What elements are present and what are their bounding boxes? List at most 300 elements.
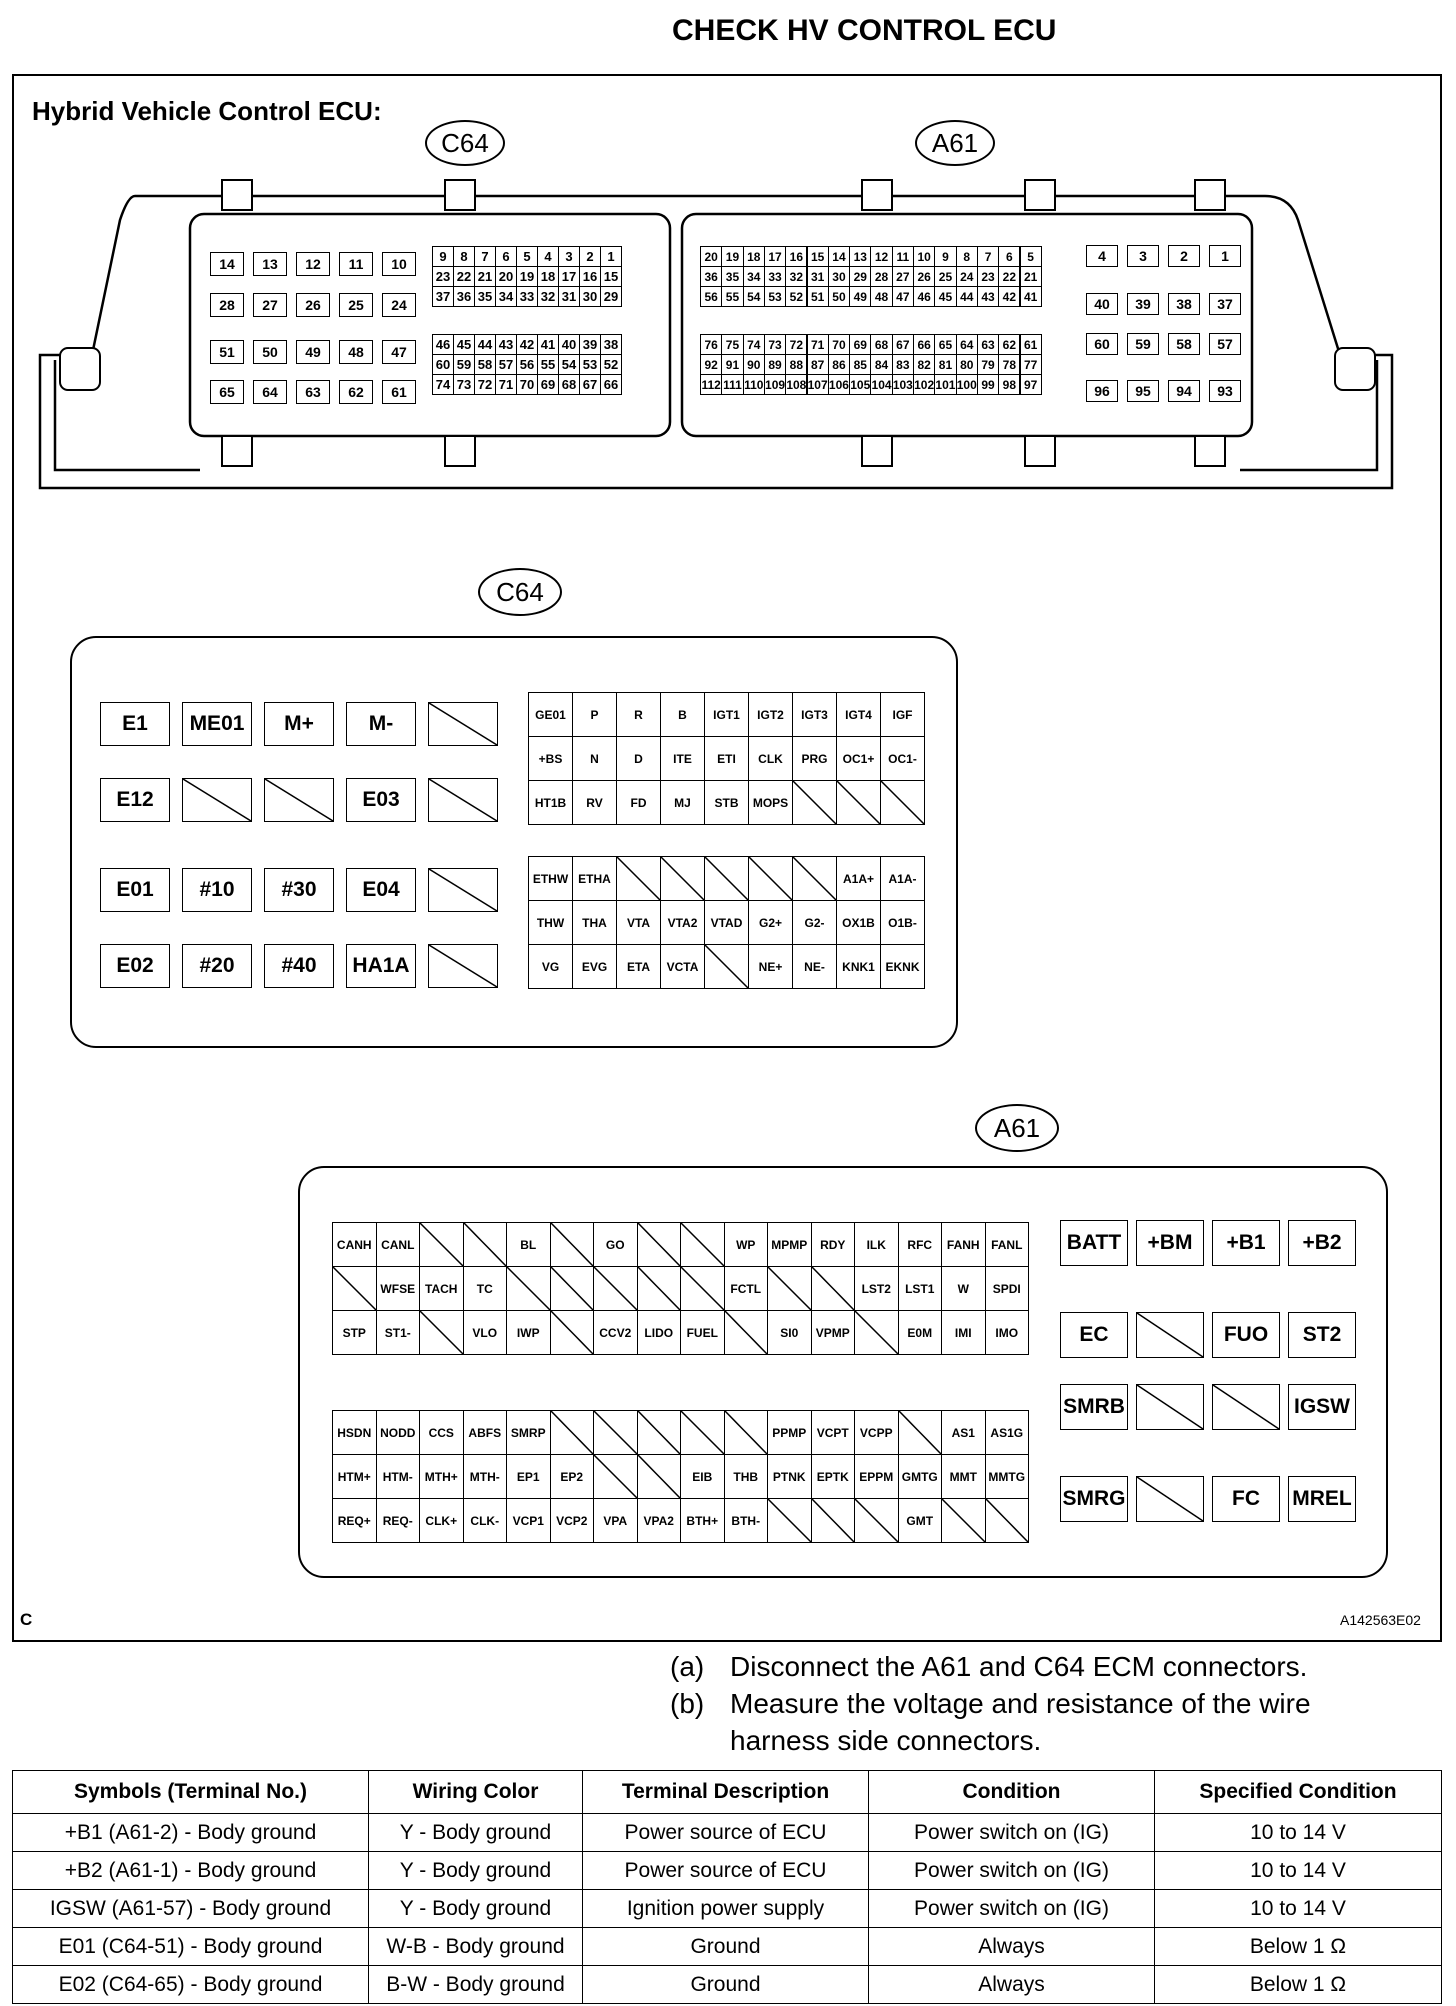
a61-pin: 72	[785, 334, 807, 355]
c64-pin: 22	[453, 266, 475, 287]
a61-terminal: SI0	[767, 1310, 812, 1355]
table-cell: W-B - Body ground	[369, 1928, 583, 1966]
step-item	[670, 1685, 1311, 1722]
c64-pin: 16	[579, 266, 601, 287]
c64-pin: 74	[432, 374, 454, 395]
instruction-steps	[670, 1648, 1311, 1759]
c64-terminal: M-	[346, 702, 416, 746]
c64-pin: 43	[495, 334, 517, 355]
c64-pin: 28	[210, 293, 244, 317]
a61-pin: 85	[849, 354, 871, 375]
table-cell: Y - Body ground	[369, 1852, 583, 1890]
a61-pin: 52	[785, 286, 807, 307]
step-label: (a)	[670, 1651, 705, 1682]
c64-terminal: MJ	[660, 780, 705, 825]
column-header: Symbols (Terminal No.)	[13, 1771, 369, 1814]
c64-pin: 46	[432, 334, 454, 355]
a61-terminal: TC	[463, 1266, 508, 1311]
a61-terminal: MREL	[1288, 1476, 1356, 1522]
column-header: Terminal Description	[583, 1771, 869, 1814]
c64-terminal: #30	[264, 868, 334, 912]
a61-pin: 25	[934, 266, 956, 287]
a61-pin: 102	[913, 374, 935, 395]
table-row	[13, 1890, 1442, 1928]
c64-terminal: KNK1	[836, 944, 881, 989]
a61-terminal: GMTG	[898, 1454, 943, 1499]
a61-terminal: PPMP	[767, 1410, 812, 1455]
c64-terminal: ETHW	[528, 856, 573, 901]
a61-terminal: THB	[724, 1454, 769, 1499]
a61-terminal: VCP2	[550, 1498, 595, 1543]
a61-pin: 78	[998, 354, 1020, 375]
a61-pin: 22	[998, 266, 1020, 287]
c64-terminal: E1	[100, 702, 170, 746]
c64-pin: 35	[474, 286, 496, 307]
c64-terminal: IGT4	[836, 692, 881, 737]
a61-pin: 65	[934, 334, 956, 355]
c64-pin: 60	[432, 354, 454, 375]
a61-pin: 34	[743, 266, 765, 287]
a61-terminal: IMO	[985, 1310, 1030, 1355]
a61-terminal: SMRB	[1060, 1384, 1128, 1430]
a61-pin: 103	[892, 374, 914, 395]
c64-pin: 48	[339, 340, 373, 364]
a61-terminal: EP1	[506, 1454, 551, 1499]
a61-terminal: VCP1	[506, 1498, 551, 1543]
table-header-row	[13, 1771, 1442, 1814]
c64-terminal: E04	[346, 868, 416, 912]
a61-pin: 24	[956, 266, 978, 287]
a61-terminal: SPDI	[985, 1266, 1030, 1311]
a61-pin: 84	[870, 354, 892, 375]
a61-pin: 100	[956, 374, 978, 395]
a61-pin: 10	[913, 246, 935, 267]
c64-terminal: VTA2	[660, 900, 705, 945]
a61-terminal: +BM	[1136, 1220, 1204, 1266]
c64-pin: 71	[495, 374, 517, 395]
c64-terminal: #20	[182, 944, 252, 988]
a61-pin: 33	[764, 266, 786, 287]
a61-pin: 55	[721, 286, 743, 307]
a61-pin: 107	[807, 374, 829, 395]
a61-terminal: LST1	[898, 1266, 943, 1311]
table-cell: 10 to 14 V	[1155, 1814, 1442, 1852]
a61-pin: 90	[743, 354, 765, 375]
table-row	[13, 1928, 1442, 1966]
a61-pin: 91	[721, 354, 743, 375]
a61-pin: 62	[998, 334, 1020, 355]
a61-pin: 16	[785, 246, 807, 267]
a61-pin: 98	[998, 374, 1020, 395]
a61-terminal: VPA2	[637, 1498, 682, 1543]
table-cell: E01 (C64-51) - Body ground	[13, 1928, 369, 1966]
c64-terminal: N	[572, 736, 617, 781]
table-cell: Power switch on (IG)	[869, 1890, 1155, 1928]
specification-table	[12, 1770, 1442, 2004]
a61-terminal: FANH	[941, 1222, 986, 1267]
a61-terminal: FCTL	[724, 1266, 769, 1311]
c64-terminal: E12	[100, 778, 170, 822]
a61-pin: 23	[977, 266, 999, 287]
column-header: Condition	[869, 1771, 1155, 1814]
c64-pin: 20	[495, 266, 517, 287]
a61-pin: 99	[977, 374, 999, 395]
a61-panel-label: A61	[975, 1104, 1059, 1152]
a61-pin: 79	[977, 354, 999, 375]
step-label	[670, 1722, 730, 1759]
c64-pin: 6	[495, 246, 517, 267]
c64-terminal: #40	[264, 944, 334, 988]
a61-pin: 101	[934, 374, 956, 395]
c64-terminal: HT1B	[528, 780, 573, 825]
a61-pin: 17	[764, 246, 786, 267]
a61-pin: 11	[892, 246, 914, 267]
a61-terminal: CANH	[332, 1222, 377, 1267]
c64-pin: 56	[516, 354, 538, 375]
a61-pin: 40	[1086, 293, 1118, 315]
a61-pin: 59	[1127, 333, 1159, 355]
table-row	[13, 1966, 1442, 2004]
a61-pin: 7	[977, 246, 999, 267]
c64-terminal: E02	[100, 944, 170, 988]
table-cell: Power source of ECU	[583, 1852, 869, 1890]
c64-pin: 11	[339, 252, 373, 276]
step-text: Measure the voltage and resistance of the wire	[730, 1688, 1311, 1719]
a61-pin: 35	[721, 266, 743, 287]
a61-terminal: EP2	[550, 1454, 595, 1499]
a61-pin: 73	[764, 334, 786, 355]
a61-pin: 50	[828, 286, 850, 307]
c64-pin: 54	[558, 354, 580, 375]
a61-pin: 95	[1127, 380, 1159, 402]
a61-pin: 8	[956, 246, 978, 267]
a61-pin: 58	[1168, 333, 1200, 355]
c64-pin: 7	[474, 246, 496, 267]
ecu-label: Hybrid Vehicle Control ECU:	[32, 96, 382, 126]
a61-terminal: BTH+	[680, 1498, 725, 1543]
a61-pin: 74	[743, 334, 765, 355]
a61-terminal: ST1-	[376, 1310, 421, 1355]
a61-pin: 29	[849, 266, 871, 287]
c64-pin: 2	[579, 246, 601, 267]
a61-pin: 53	[764, 286, 786, 307]
a61-terminal: HTM+	[332, 1454, 377, 1499]
a61-pin: 3	[1127, 245, 1159, 267]
a61-terminal: EC	[1060, 1312, 1128, 1358]
a61-pin: 54	[743, 286, 765, 307]
a61-pin: 92	[700, 354, 722, 375]
a61-terminal: VCPP	[854, 1410, 899, 1455]
a61-terminal: FC	[1212, 1476, 1280, 1522]
a61-terminal: SMRP	[506, 1410, 551, 1455]
table-cell: Y - Body ground	[369, 1814, 583, 1852]
c64-pin: 45	[453, 334, 475, 355]
table-cell: Power source of ECU	[583, 1814, 869, 1852]
a61-terminal: GO	[593, 1222, 638, 1267]
a61-pin: 6	[998, 246, 1020, 267]
a61-pin: 2	[1168, 245, 1200, 267]
c64-pin: 39	[579, 334, 601, 355]
table-row	[13, 1814, 1442, 1852]
c64-pin: 41	[537, 334, 559, 355]
c64-terminal: THA	[572, 900, 617, 945]
a61-terminal: CLK-	[463, 1498, 508, 1543]
c64-pin: 10	[382, 252, 416, 276]
c64-pin: 57	[495, 354, 517, 375]
c64-terminal: RV	[572, 780, 617, 825]
a61-terminal: VPMP	[811, 1310, 856, 1355]
a61-terminal: FUO	[1212, 1312, 1280, 1358]
a61-pin: 105	[849, 374, 871, 395]
step-text: harness side connectors.	[730, 1725, 1042, 1756]
a61-pin: 14	[828, 246, 850, 267]
a61-terminal: NODD	[376, 1410, 421, 1455]
c64-pin: 24	[382, 293, 416, 317]
a61-terminal: CLK+	[419, 1498, 464, 1543]
a61-pin: 64	[956, 334, 978, 355]
a61-terminal: MPMP	[767, 1222, 812, 1267]
a61-pin: 21	[1020, 266, 1042, 287]
a61-terminal: ABFS	[463, 1410, 508, 1455]
c64-terminal: ETHA	[572, 856, 617, 901]
table-cell: Power switch on (IG)	[869, 1814, 1155, 1852]
table-row	[13, 1852, 1442, 1890]
a61-pin: 44	[956, 286, 978, 307]
a61-terminal: LST2	[854, 1266, 899, 1311]
c64-terminal: ETA	[616, 944, 661, 989]
c64-terminal: MOPS	[748, 780, 793, 825]
a61-pin: 18	[743, 246, 765, 267]
a61-terminal: CCS	[419, 1410, 464, 1455]
a61-terminal: FUEL	[680, 1310, 725, 1355]
c64-pin: 70	[516, 374, 538, 395]
c64-pin: 4	[537, 246, 559, 267]
a61-pin: 31	[807, 266, 829, 287]
a61-pin: 93	[1209, 380, 1241, 402]
c64-pin: 73	[453, 374, 475, 395]
a61-pin: 51	[807, 286, 829, 307]
a61-pin: 86	[828, 354, 850, 375]
c64-terminal: EKNK	[880, 944, 925, 989]
a61-terminal: ST2	[1288, 1312, 1356, 1358]
a61-terminal: EPPM	[854, 1454, 899, 1499]
a61-pin: 77	[1020, 354, 1042, 375]
c64-pin: 65	[210, 380, 244, 404]
c64-pin: 12	[296, 252, 330, 276]
table-cell: IGSW (A61-57) - Body ground	[13, 1890, 369, 1928]
a61-terminal: TACH	[419, 1266, 464, 1311]
c64-terminal: G2+	[748, 900, 793, 945]
a61-pin: 89	[764, 354, 786, 375]
a61-terminal: LIDO	[637, 1310, 682, 1355]
a61-pin: 13	[849, 246, 871, 267]
c64-pin: 51	[210, 340, 244, 364]
c64-pin: 36	[453, 286, 475, 307]
c64-terminal: D	[616, 736, 661, 781]
a61-pin: 68	[870, 334, 892, 355]
a61-terminal: MMT	[941, 1454, 986, 1499]
a61-pin: 41	[1020, 286, 1042, 307]
c64-terminal: GE01	[528, 692, 573, 737]
c64-pin: 61	[382, 380, 416, 404]
c64-pin: 17	[558, 266, 580, 287]
a61-top-label: A61	[915, 120, 995, 166]
c64-pin: 68	[558, 374, 580, 395]
c64-terminal: NE-	[792, 944, 837, 989]
c64-terminal: IGT2	[748, 692, 793, 737]
c64-terminal: IGT1	[704, 692, 749, 737]
c64-pin: 64	[253, 380, 287, 404]
a61-pin: 26	[913, 266, 935, 287]
a61-terminal: REQ-	[376, 1498, 421, 1543]
a61-terminal: EPTK	[811, 1454, 856, 1499]
table-cell: 10 to 14 V	[1155, 1890, 1442, 1928]
c64-pin: 42	[516, 334, 538, 355]
c64-terminal: ME01	[182, 702, 252, 746]
a61-terminal: CANL	[376, 1222, 421, 1267]
c64-terminal: CLK	[748, 736, 793, 781]
a61-terminal: BATT	[1060, 1220, 1128, 1266]
a61-pin: 71	[807, 334, 829, 355]
c64-pin: 52	[600, 354, 622, 375]
c64-pin: 49	[296, 340, 330, 364]
column-header: Wiring Color	[369, 1771, 583, 1814]
a61-pin: 75	[721, 334, 743, 355]
c64-pin: 21	[474, 266, 496, 287]
step-item	[670, 1722, 1311, 1759]
c64-terminal: ITE	[660, 736, 705, 781]
a61-terminal: BL	[506, 1222, 551, 1267]
a61-terminal: W	[941, 1266, 986, 1311]
a61-pin: 82	[913, 354, 935, 375]
a61-terminal: STP	[332, 1310, 377, 1355]
a61-pin: 110	[743, 374, 765, 395]
a61-pin: 1	[1209, 245, 1241, 267]
a61-terminal: REQ+	[332, 1498, 377, 1543]
c64-pin: 8	[453, 246, 475, 267]
c64-panel-label: C64	[478, 568, 562, 616]
c64-pin: 59	[453, 354, 475, 375]
table-cell: E02 (C64-65) - Body ground	[13, 1966, 369, 2004]
c64-terminal: VTAD	[704, 900, 749, 945]
a61-terminal: CCV2	[593, 1310, 638, 1355]
c64-terminal: A1A-	[880, 856, 925, 901]
a61-pin: 70	[828, 334, 850, 355]
c64-terminal: B	[660, 692, 705, 737]
c64-pin: 30	[579, 286, 601, 307]
a61-pin: 20	[700, 246, 722, 267]
a61-terminal: AS1G	[985, 1410, 1030, 1455]
a61-pin: 47	[892, 286, 914, 307]
c64-pin: 40	[558, 334, 580, 355]
a61-terminal: E0M	[898, 1310, 943, 1355]
c64-top-label: C64	[425, 120, 505, 166]
a61-pin: 81	[934, 354, 956, 375]
c64-terminal: STB	[704, 780, 749, 825]
a61-pin: 94	[1168, 380, 1200, 402]
a61-terminal: HTM-	[376, 1454, 421, 1499]
a61-terminal: IMI	[941, 1310, 986, 1355]
a61-terminal: AS1	[941, 1410, 986, 1455]
a61-pin: 106	[828, 374, 850, 395]
c64-terminal: P	[572, 692, 617, 737]
c64-terminal: VCTA	[660, 944, 705, 989]
c64-terminal: VTA	[616, 900, 661, 945]
a61-pin: 108	[785, 374, 807, 395]
a61-pin: 111	[721, 374, 743, 395]
c64-terminal: THW	[528, 900, 573, 945]
a61-pin: 48	[870, 286, 892, 307]
c64-pin: 14	[210, 252, 244, 276]
table-cell: B-W - Body ground	[369, 1966, 583, 2004]
a61-pin: 97	[1020, 374, 1042, 395]
c64-pin: 1	[600, 246, 622, 267]
step-label: (b)	[670, 1688, 705, 1719]
a61-pin: 27	[892, 266, 914, 287]
a61-pin: 38	[1168, 293, 1200, 315]
c64-pin: 32	[537, 286, 559, 307]
table-cell: Ground	[583, 1928, 869, 1966]
a61-terminal: SMRG	[1060, 1476, 1128, 1522]
a61-pin: 36	[700, 266, 722, 287]
c64-terminal: OX1B	[836, 900, 881, 945]
c64-pin: 53	[579, 354, 601, 375]
c64-pin: 50	[253, 340, 287, 364]
c64-terminal: #10	[182, 868, 252, 912]
c64-terminal: PRG	[792, 736, 837, 781]
c64-pin: 15	[600, 266, 622, 287]
a61-pin: 28	[870, 266, 892, 287]
figure-code-left: C	[20, 1610, 33, 1629]
table-cell: Always	[869, 1966, 1155, 2004]
c64-terminal: IGT3	[792, 692, 837, 737]
c64-terminal: R	[616, 692, 661, 737]
a61-pin: 83	[892, 354, 914, 375]
a61-pin: 112	[700, 374, 722, 395]
a61-pin: 5	[1020, 246, 1042, 267]
c64-terminal: FD	[616, 780, 661, 825]
a61-pin: 87	[807, 354, 829, 375]
a61-pin: 42	[998, 286, 1020, 307]
a61-terminal: IWP	[506, 1310, 551, 1355]
a61-pin: 67	[892, 334, 914, 355]
c64-pin: 69	[537, 374, 559, 395]
a61-terminal: BTH-	[724, 1498, 769, 1543]
c64-terminal: G2-	[792, 900, 837, 945]
a61-pin: 9	[934, 246, 956, 267]
a61-pin: 96	[1086, 380, 1118, 402]
c64-pin: 3	[558, 246, 580, 267]
c64-terminal: ETI	[704, 736, 749, 781]
c64-pin: 18	[537, 266, 559, 287]
c64-terminal: NE+	[748, 944, 793, 989]
a61-pin: 43	[977, 286, 999, 307]
a61-terminal: VLO	[463, 1310, 508, 1355]
a61-terminal: +B1	[1212, 1220, 1280, 1266]
c64-pin: 47	[382, 340, 416, 364]
c64-pin: 27	[253, 293, 287, 317]
a61-terminal: MTH+	[419, 1454, 464, 1499]
a61-pin: 104	[870, 374, 892, 395]
a61-pin: 30	[828, 266, 850, 287]
a61-terminal: GMT	[898, 1498, 943, 1543]
a61-terminal: RFC	[898, 1222, 943, 1267]
c64-terminal: O1B-	[880, 900, 925, 945]
c64-pin: 63	[296, 380, 330, 404]
a61-terminal: MTH-	[463, 1454, 508, 1499]
c64-terminal: E03	[346, 778, 416, 822]
a61-terminal: ILK	[854, 1222, 899, 1267]
